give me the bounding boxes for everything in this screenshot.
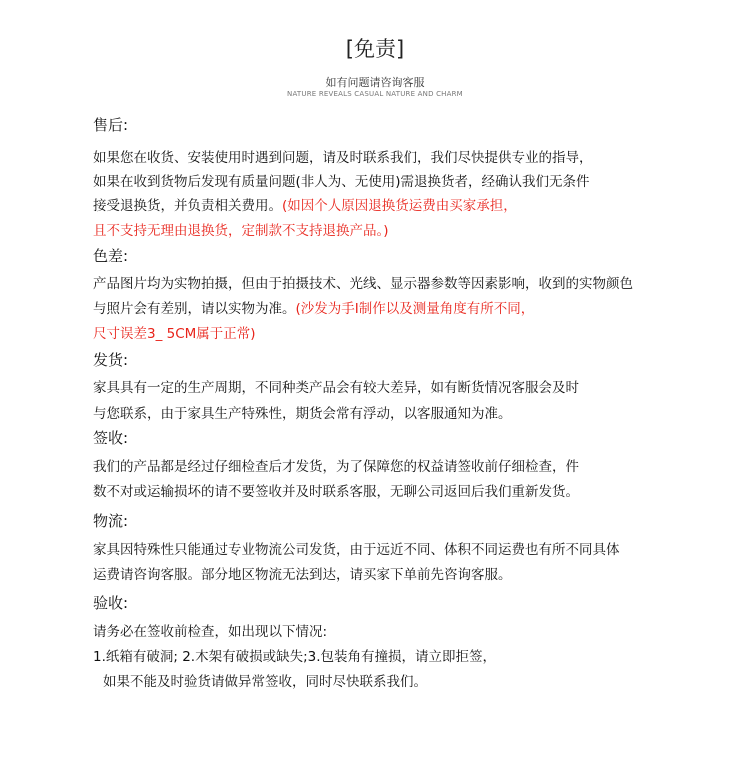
color-diff-text: 与照片会有差别，请以实物为准。	[93, 301, 296, 317]
section-heading-color-diff: 色差:	[93, 247, 129, 265]
after-sales-text: 接受退换货，并负责相关费用。	[93, 198, 282, 214]
after-sales-line: 如果您在收货、安装使用时遇到问题，请及时联系我们，我们尽快提供专业的指导，	[93, 150, 593, 166]
section-heading-inspection: 验收:	[93, 594, 129, 612]
shipping-line: 与您联系，由于家具生产特殊性，期货会常有浮动，以客服通知为准。	[93, 406, 512, 422]
color-diff-line: 产品图片均为实物拍摄，但由于拍摄技术、光线、显示器参数等因素影响，收到的实物颜色	[93, 276, 633, 292]
color-diff-notice: (沙发为手I制作以及测量角度有所不同，	[295, 301, 535, 317]
after-sales-line: 如果在收到货物后发现有质量问题(非人为、无使用)需退换货者，经确认我们无条件	[93, 174, 590, 190]
inspection-line: 1.纸箱有破洞; 2.木架有破损或缺失;3.包装角有撞损，请立即拒签，	[93, 649, 497, 665]
signing-line: 我们的产品都是经过仔细检查后才发货，为了保障您的权益请签收前仔细检查，件	[93, 459, 579, 475]
after-sales-notice-line: 且不支持无理由退换货，定制款不支持退换产品。)	[93, 223, 389, 239]
section-heading-shipping: 发货:	[93, 351, 129, 369]
logistics-line: 运费请咨询客服。部分地区物流无法到达，请买家下单前先咨询客服。	[93, 567, 512, 583]
section-heading-signing: 签收:	[93, 429, 129, 447]
page-title: [免责]	[345, 37, 405, 61]
page-subtitle: 如有问题请咨询客服	[325, 76, 425, 89]
signing-line: 数不对或运输损坏的请不要签收并及时联系客服，无聊公司返回后我们重新发货。	[93, 484, 579, 500]
after-sales-notice: (如因个人原因退换货运费由买家承担，	[282, 198, 517, 214]
after-sales-line	[93, 194, 517, 214]
section-heading-logistics: 物流:	[93, 512, 129, 530]
section-heading-after-sales: 售后:	[93, 116, 129, 134]
page-tagline: NATURE REVEALS CASUAL NATURE AND CHARM	[287, 90, 463, 98]
logistics-line: 家具因特殊性只能通过专业物流公司发货，由于远近不同、体积不同运费也有所不同具体	[93, 542, 620, 558]
color-diff-notice-line: 尺寸误差3_ 5CM属于正常)	[93, 326, 256, 342]
inspection-line: 请务必在签收前检查，如出现以下情况:	[93, 624, 328, 640]
color-diff-line	[93, 297, 534, 317]
inspection-line: 如果不能及时验货请做异常签收，同时尽快联系我们。	[103, 674, 427, 690]
shipping-line: 家具具有一定的生产周期，不同种类产品会有较大差异，如有断货情况客服会及时	[93, 380, 579, 396]
